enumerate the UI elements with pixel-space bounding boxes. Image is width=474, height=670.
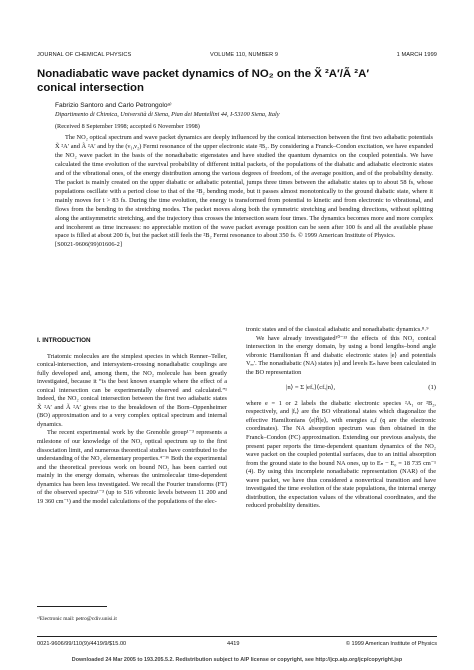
footer-rule xyxy=(37,636,437,637)
page-footer xyxy=(37,641,437,649)
title-line-2: conical intersection xyxy=(37,82,144,94)
download-notice: Downloaded 24 Mar 2005 to 193.205.5.2. Redistribution subject to AIP license or copyright, see http://jcp.aip.org/jcp/copyright.jsp xyxy=(71,657,403,663)
section-heading: I. INTRODUCTION xyxy=(37,337,91,344)
issue-date: 1 MARCH 1999 xyxy=(396,52,437,58)
affiliation: Dipartimento di Chimica, Università di Siena, Pian dei Mantellini 44, I-53100 Siena, Italy xyxy=(55,111,280,118)
right-paragraph-1: We have already investigated¹⁰⁻¹³ the effects of this NO₂ conical intersection in the energy domain, by using a bond lengths–bond angle vibronic Hamiltonian Ĥ and diabatic electronic states |e⟩ and potentials Vₑₑ′. The nonadiabatic (NA) states |n⟩ and levels Eₙ have been calculated in the BO representation xyxy=(246,334,436,376)
volume-number: VOLUME 110, NUMBER 9 xyxy=(210,52,279,58)
right-paragraph-0: tronic states and of the classical adiabatic and nonadiabatic dynamics.⁸˒⁹ xyxy=(246,326,429,333)
author-list: Fabrizio Santoro and Carlo Petrongoloᵃ⁾ xyxy=(55,102,172,109)
footnote: ᵃ⁾Electronic mail: petro@cdiv.unisi.it xyxy=(37,616,117,622)
article-title xyxy=(37,67,437,95)
right-paragraph-2: where e = 1 or 2 labels the diabatic electronic species ²A₁ or ²B₂, respectively, and |fₑ⟩ are the BO vibrational states which diagonalize the effective Hamiltonians ⟨e|Ĥ|e⟩ₑ with energies εₑf (q are the electronic coordinates). The NA absorption spectrum was then obtained in the Franck–Condon (FC) approximation. Extending our previous analysis, the present paper reports the time-dependent quantum dynamics of the NO₂ wave packet on the coupled potential surfaces, due to an initial absorption from the ground state to the bound NA ones, up to Eₙ − E₀ = 18 735 cm⁻¹ (4). By using this incomplete nonadiabatic representation (NAR) of the wave packet, we have thus considered a nonvertical transition and have investigated the time evolution of the state populations, the internal energy distribution, the expectation values of the vibrational coordinates, and the reduced probability densities. xyxy=(246,399,436,510)
page-number: 4419 xyxy=(227,641,240,647)
equation-body: |n⟩ = Σ |efᵥ⟩⟨cfᵥ|n⟩, xyxy=(286,384,336,392)
journal-name: JOURNAL OF CHEMICAL PHYSICS xyxy=(37,52,132,58)
running-header xyxy=(37,52,437,62)
title-line-1: Nonadiabatic wave packet dynamics of NO₂ on the X̃ ²A′/Ã ²A′ xyxy=(37,68,370,80)
received-dates: (Received 8 September 1998; accepted 6 November 1998) xyxy=(55,123,200,130)
equation-1 xyxy=(246,384,436,393)
footer-code: 0021-9606/99/110(9)/4419/9/$15.00 xyxy=(37,641,127,647)
abstract-text: The NO₂ optical spectrum and wave packet dynamics are deeply influenced by the conical intersection between the first two adiabatic potentials X̃ ²A′ and Ã ²A′ and by the (ν₁,ν₂) Fermi resonance of the upper electronic state ²B₂. By considering a Franck–Condon excitation, we have expanded the NO₂ wave packet in the basis of the nonadiabatic eigenstates and have studied the quantum dynamics on the coupled potentials. We have calculated the time evolution of the survival probability of different initial packets, of the populations of the diabatic and adiabatic electronic states and of the vibrational ones, of the energy distribution among the various degrees of freedom, of the average position, and of the probability density. The packet is mainly created on the upper diabatic or adiabatic potential, jumps three times between the adiabatic states up to about 58 fs, whose populations oscillate with a period close to that of the ²B₂ bending mode, but it passes almost monotonically to the ground diabatic state, where it mainly moves for t > 83 fs. During the time evolution, the energy is transformed from potential to kinetic and from electronic to vibrational, and flows from the bending to the stretching modes. The packet moves along both the symmetric stretching and bending directions, without splitting along the antisymmetric stretching, and the trajectory thus crosses the intersection seam four times. The dynamics becomes more and more complex and incoherent as time increases: no appreciable motion of the wave packet average position can be seen after 100 fs and all the available phase space is filled at about 200 fs, but the packet still feels the ²B₂ Fermi resonance to about 350 fs. © 1999 American Institute of Physics. xyxy=(55,134,433,240)
left-column xyxy=(37,326,227,506)
footer-copyright: © 1999 American Institute of Physics xyxy=(345,641,437,647)
intro-paragraph-2: The recent experimental work by the Grenoble group¹⁻³ represents a milestone of our knowledge of the NO₂ optical spectrum up to the first dissociation limit, and numerous theoretical studies have contributed to the understanding of the NO₂ elementary properties.⁴⁻¹⁶ Both the experimental and the theoretical previous work on bound NO₂ has been carried out mainly in the energy domain, whereas the unimolecular time-dependent dynamics has been less investigated. We recall the Fourier transforms (FT) of the observed spectra¹⁻³ (up to 516 vibronic levels between 11 200 and 19 360 cm⁻¹) and the model calculations of the populations of the elec- xyxy=(37,429,227,505)
equation-number: (1) xyxy=(428,384,436,392)
abstract xyxy=(55,134,433,250)
right-column xyxy=(246,326,436,511)
footnote-rule xyxy=(37,606,107,607)
abstract-doi: [S0021-9606(99)01606-2] xyxy=(55,241,122,249)
intro-paragraph-1: Triatomic molecules are the simplest species in which Renner–Teller, conical-intersection, and intersystem-crossing nonadiabatic couplings are fully developed and, among them, the NO₂ molecule has been greatly investigated, because it “is the best known example where the effect of a conical intersection can be experimentally observed and calculated.”¹ Indeed, the NO₂ conical intersection between the first two adiabatic states X̃ ²A′ and Ã ²A′ gives rise to the breakdown of the Born–Oppenheimer (BO) approximation and to a very complex optical spectrum and internal dynamics. xyxy=(37,352,227,428)
